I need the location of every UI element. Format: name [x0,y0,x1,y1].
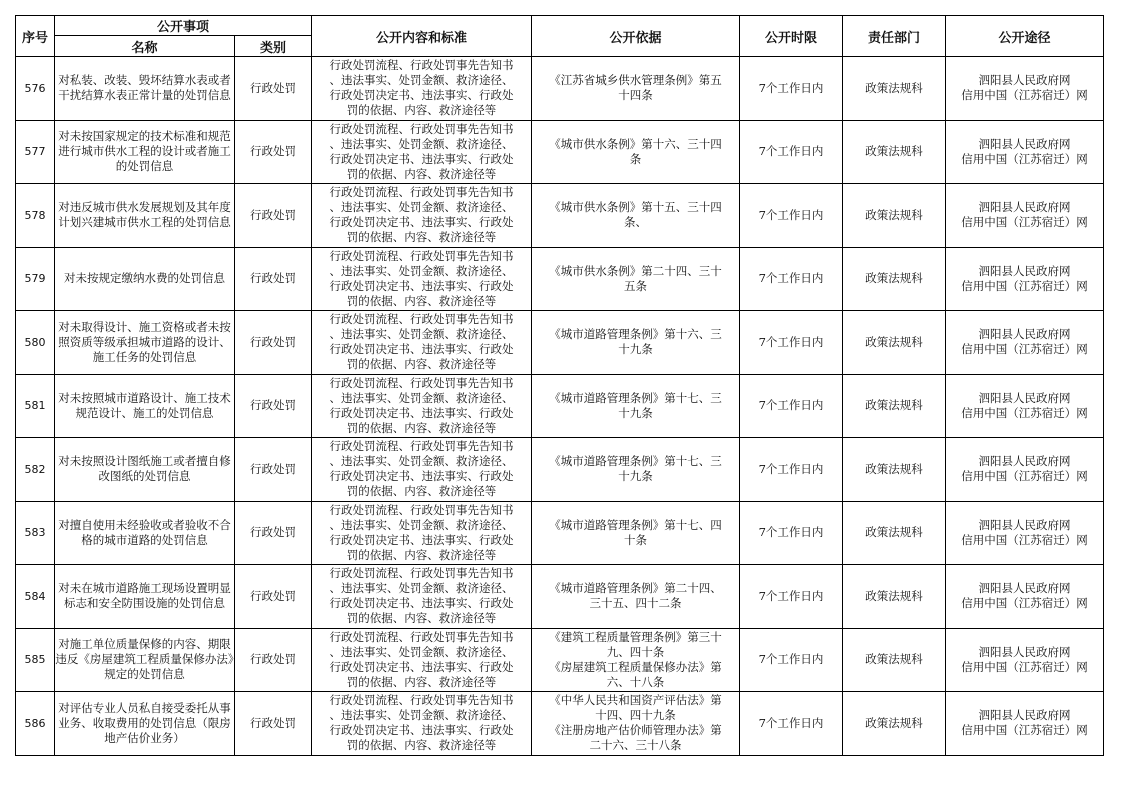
channel-line: 泗阳县人民政府网 [978,454,1071,469]
content-line: 行政处罚决定书、违法事实、行政处 [329,278,514,293]
row-seq: 578 [16,184,55,248]
content-line: 罚的依据、内容、救济途径等 [346,166,497,181]
content-line: 行政处罚决定书、违法事实、行政处 [329,596,514,611]
content-line: 行政处罚流程、行政处罚事先告知书 [329,629,514,644]
basis-line: 《注册房地产估价师管理办法》第 [549,723,722,738]
channel-line: 信用中国（江苏宿迁）网 [961,278,1088,293]
row-category: 行政处罚 [235,184,312,248]
channel-line: 信用中国（江苏宿迁）网 [961,532,1088,547]
content-line: 罚的依据、内容、救济途径等 [346,357,497,372]
basis-line: 《中华人民共和国资产评估法》第 [549,693,722,708]
channel-line: 泗阳县人民政府网 [978,327,1071,342]
row-basis [532,501,740,565]
content-line: 行政处罚流程、行政处罚事先告知书 [329,121,514,136]
header-public-items: 公开事项 [55,16,312,36]
row-seq: 577 [16,120,55,184]
row-department: 政策法规科 [843,565,946,629]
table-header [16,16,1104,57]
row-basis [532,438,740,502]
row-channel [946,501,1104,565]
row-content [312,628,532,692]
row-basis [532,120,740,184]
row-channel [946,628,1104,692]
row-channel [946,374,1104,438]
content-line: 罚的依据、内容、救济途径等 [346,420,497,435]
basis-line: 《建筑工程质量管理条例》第三十 [549,629,722,644]
table-row [16,692,1104,756]
basis-line: 十九条 [618,405,653,420]
row-seq: 584 [16,565,55,629]
row-time-limit: 7个工作日内 [740,501,843,565]
content-line: 行政处罚流程、行政处罚事先告知书 [329,248,514,263]
channel-line: 信用中国（江苏宿迁）网 [961,596,1088,611]
header-time-limit: 公开时限 [740,16,843,57]
basis-line: 《房屋建筑工程质量保修办法》第 [549,659,722,674]
content-line: 行政处罚流程、行政处罚事先告知书 [329,58,514,73]
content-line: 行政处罚流程、行政处罚事先告知书 [329,502,514,517]
row-content [312,311,532,375]
channel-line: 信用中国（江苏宿迁）网 [961,88,1088,103]
header-seq: 序号 [16,16,55,57]
row-basis [532,57,740,121]
channel-line: 泗阳县人民政府网 [978,73,1071,88]
channel-line: 信用中国（江苏宿迁）网 [961,723,1088,738]
row-seq: 576 [16,57,55,121]
row-category: 行政处罚 [235,247,312,311]
row-name: 对未取得设计、施工资格或者未按照资质等级承担城市道路的设计、施工任务的处罚信息 [55,311,235,375]
row-seq: 581 [16,374,55,438]
content-line: 、违法事实、处罚金额、救济途径、 [329,73,514,88]
channel-line: 泗阳县人民政府网 [978,263,1071,278]
row-category: 行政处罚 [235,565,312,629]
row-department: 政策法规科 [843,692,946,756]
header-name: 名称 [55,36,235,57]
row-content [312,501,532,565]
row-basis [532,184,740,248]
row-seq: 586 [16,692,55,756]
content-line: 行政处罚决定书、违法事实、行政处 [329,342,514,357]
row-name: 对未按国家规定的技术标准和规范进行城市供水工程的设计或者施工的处罚信息 [55,120,235,184]
content-line: 、违法事实、处罚金额、救济途径、 [329,200,514,215]
row-category: 行政处罚 [235,311,312,375]
content-line: 、违法事实、处罚金额、救济途径、 [329,327,514,342]
content-line: 、违法事实、处罚金额、救济途径、 [329,136,514,151]
basis-line: 二十六、三十八条 [589,738,682,753]
content-line: 、违法事实、处罚金额、救济途径、 [329,708,514,723]
row-seq: 580 [16,311,55,375]
row-name: 对评估专业人员私自接受委托从事业务、收取费用的处罚信息（限房地产估价业务） [55,692,235,756]
row-basis [532,311,740,375]
row-department: 政策法规科 [843,374,946,438]
channel-line: 泗阳县人民政府网 [978,708,1071,723]
row-basis [532,247,740,311]
basis-line: 《城市供水条例》第二十四、三十 [549,263,722,278]
channel-line: 信用中国（江苏宿迁）网 [961,659,1088,674]
basis-line: 条 [629,151,642,166]
row-seq: 585 [16,628,55,692]
content-line: 行政处罚决定书、违法事实、行政处 [329,532,514,547]
content-line: 、违法事实、处罚金额、救济途径、 [329,454,514,469]
row-name: 对私装、改装、毁坏结算水表或者干扰结算水表正常计量的处罚信息 [55,57,235,121]
row-channel [946,438,1104,502]
content-line: 罚的依据、内容、救济途径等 [346,293,497,308]
header-content: 公开内容和标准 [312,16,532,57]
table-row [16,247,1104,311]
row-name: 对未在城市道路施工现场设置明显标志和安全防围设施的处罚信息 [55,565,235,629]
row-department: 政策法规科 [843,501,946,565]
channel-line: 信用中国（江苏宿迁）网 [961,151,1088,166]
content-line: 、违法事实、处罚金额、救济途径、 [329,644,514,659]
table-row [16,628,1104,692]
row-seq: 582 [16,438,55,502]
content-line: 行政处罚流程、行政处罚事先告知书 [329,312,514,327]
row-channel [946,57,1104,121]
content-line: 行政处罚流程、行政处罚事先告知书 [329,185,514,200]
channel-line: 信用中国（江苏宿迁）网 [961,215,1088,230]
content-line: 罚的依据、内容、救济途径等 [346,103,497,118]
table-row [16,438,1104,502]
row-content [312,184,532,248]
content-line: 罚的依据、内容、救济途径等 [346,484,497,499]
content-line: 行政处罚流程、行政处罚事先告知书 [329,375,514,390]
content-line: 行政处罚决定书、违法事实、行政处 [329,151,514,166]
basis-line: 六、十八条 [606,674,665,689]
row-category: 行政处罚 [235,57,312,121]
basis-line: 九、四十条 [606,644,665,659]
basis-line: 《江苏省城乡供水管理条例》第五 [549,73,722,88]
row-category: 行政处罚 [235,438,312,502]
row-basis [532,628,740,692]
channel-line: 信用中国（江苏宿迁）网 [961,342,1088,357]
row-time-limit: 7个工作日内 [740,120,843,184]
row-time-limit: 7个工作日内 [740,184,843,248]
row-category: 行政处罚 [235,120,312,184]
row-basis [532,374,740,438]
content-line: 行政处罚流程、行政处罚事先告知书 [329,566,514,581]
basis-line: 十九条 [618,469,653,484]
table-row [16,501,1104,565]
row-channel [946,247,1104,311]
row-category: 行政处罚 [235,501,312,565]
basis-line: 三十五、四十二条 [589,596,682,611]
row-basis [532,692,740,756]
content-line: 、违法事实、处罚金额、救济途径、 [329,263,514,278]
row-channel [946,692,1104,756]
row-department: 政策法规科 [843,184,946,248]
row-time-limit: 7个工作日内 [740,692,843,756]
basis-line: 十四条 [618,88,653,103]
row-name: 对施工单位质量保修的内容、期限违反《房屋建筑工程质量保修办法》规定的处罚信息 [55,628,235,692]
content-line: 行政处罚流程、行政处罚事先告知书 [329,693,514,708]
row-channel [946,565,1104,629]
channel-line: 泗阳县人民政府网 [978,517,1071,532]
row-time-limit: 7个工作日内 [740,57,843,121]
disclosure-table [15,15,1104,756]
content-line: 罚的依据、内容、救济途径等 [346,674,497,689]
content-line: 行政处罚决定书、违法事实、行政处 [329,215,514,230]
row-content [312,438,532,502]
row-time-limit: 7个工作日内 [740,374,843,438]
row-name: 对未按照城市道路设计、施工技术规范设计、施工的处罚信息 [55,374,235,438]
table-row [16,184,1104,248]
basis-line: 《城市道路管理条例》第二十四、 [549,581,722,596]
header-basis: 公开依据 [532,16,740,57]
row-name: 对违反城市供水发展规划及其年度计划兴建城市供水工程的处罚信息 [55,184,235,248]
table-row [16,374,1104,438]
row-department: 政策法规科 [843,57,946,121]
content-line: 罚的依据、内容、救济途径等 [346,230,497,245]
row-seq: 579 [16,247,55,311]
channel-line: 泗阳县人民政府网 [978,136,1071,151]
channel-line: 泗阳县人民政府网 [978,644,1071,659]
row-basis [532,565,740,629]
table-body [16,57,1104,756]
row-channel [946,311,1104,375]
content-line: 行政处罚决定书、违法事实、行政处 [329,659,514,674]
basis-line: 五条 [624,278,648,293]
channel-line: 信用中国（江苏宿迁）网 [961,405,1088,420]
channel-line: 信用中国（江苏宿迁）网 [961,469,1088,484]
basis-line: 十九条 [618,342,653,357]
channel-line: 泗阳县人民政府网 [978,390,1071,405]
row-content [312,692,532,756]
row-seq: 583 [16,501,55,565]
row-content [312,120,532,184]
content-line: 、违法事实、处罚金额、救济途径、 [329,390,514,405]
basis-line: 《城市道路管理条例》第十七、四 [549,517,722,532]
disclosure-document [15,15,1104,756]
row-name: 对未按规定缴纳水费的处罚信息 [55,247,235,311]
basis-line: 《城市道路管理条例》第十七、三 [549,454,722,469]
content-line: 行政处罚决定书、违法事实、行政处 [329,469,514,484]
row-category: 行政处罚 [235,628,312,692]
row-category: 行政处罚 [235,692,312,756]
header-category: 类别 [235,36,312,57]
table-row [16,565,1104,629]
content-line: 行政处罚决定书、违法事实、行政处 [329,723,514,738]
table-row [16,57,1104,121]
row-department: 政策法规科 [843,120,946,184]
row-name: 对擅自使用未经验收或者验收不合格的城市道路的处罚信息 [55,501,235,565]
table-row [16,311,1104,375]
row-time-limit: 7个工作日内 [740,628,843,692]
row-department: 政策法规科 [843,247,946,311]
header-channel: 公开途径 [946,16,1104,57]
channel-line: 泗阳县人民政府网 [978,581,1071,596]
basis-line: 十四、四十九条 [595,708,676,723]
content-line: 行政处罚决定书、违法事实、行政处 [329,88,514,103]
row-time-limit: 7个工作日内 [740,311,843,375]
content-line: 罚的依据、内容、救济途径等 [346,738,497,753]
content-line: 罚的依据、内容、救济途径等 [346,611,497,626]
content-line: 、违法事实、处罚金额、救济途径、 [329,517,514,532]
row-name: 对未按照设计图纸施工或者擅自修改图纸的处罚信息 [55,438,235,502]
basis-line: 《城市供水条例》第十五、三十四 [549,200,722,215]
row-content [312,374,532,438]
basis-line: 十条 [624,532,648,547]
row-department: 政策法规科 [843,628,946,692]
row-content [312,565,532,629]
row-category: 行政处罚 [235,374,312,438]
header-department: 责任部门 [843,16,946,57]
table-row [16,120,1104,184]
basis-line: 《城市道路管理条例》第十七、三 [549,390,722,405]
content-line: 行政处罚决定书、违法事实、行政处 [329,405,514,420]
row-time-limit: 7个工作日内 [740,247,843,311]
channel-line: 泗阳县人民政府网 [978,200,1071,215]
basis-line: 条、 [624,215,648,230]
row-department: 政策法规科 [843,311,946,375]
row-content [312,247,532,311]
row-department: 政策法规科 [843,438,946,502]
basis-line: 《城市供水条例》第十六、三十四 [549,136,722,151]
basis-line: 《城市道路管理条例》第十六、三 [549,327,722,342]
content-line: 行政处罚流程、行政处罚事先告知书 [329,439,514,454]
row-content [312,57,532,121]
content-line: 罚的依据、内容、救济途径等 [346,547,497,562]
row-channel [946,120,1104,184]
row-time-limit: 7个工作日内 [740,565,843,629]
row-channel [946,184,1104,248]
content-line: 、违法事实、处罚金额、救济途径、 [329,581,514,596]
row-time-limit: 7个工作日内 [740,438,843,502]
